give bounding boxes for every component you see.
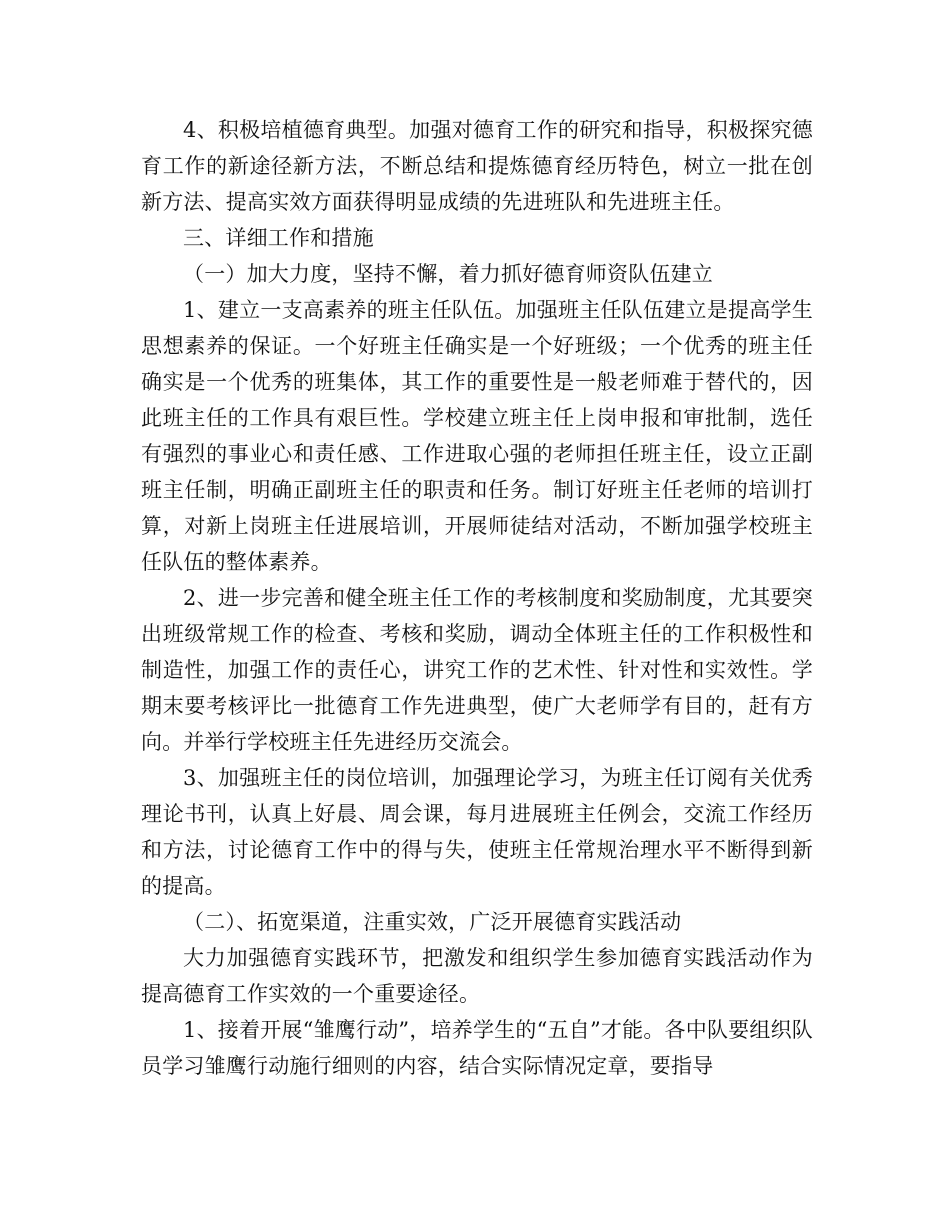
- paragraph-eagle-action: 1、接着开展“雏鹰行动”，培养学生的“五自”才能。各中队要组织队员学习雏鹰行动施行细则的内容，结合实际情况定章，要指导: [141, 1018, 813, 1078]
- paragraph-typical-models: 4、积极培植德育典型。加强对德育工作的研究和指导，积极探究德育工作的新途径新方法，不断总结和提炼德育经历特色，树立一批在创新方法、提高实效方面获得明显成绩的先进班队和先进班主任。: [141, 118, 813, 214]
- paragraph-head-teacher-team: 1、建立一支高素养的班主任队伍。加强班主任队伍建立是提高学生思想素养的保证。一个好班主任确实是一个好班级；一个优秀的班主任确实是一个优秀的班集体，其工作的重要性是一般老师难于替代的，因此班主任的工作具有艰巨性。学校建立班主任上岗申报和审批制，选任有强烈的事业心和责任感、工作进取心强的老师担任班主任，设立正副班主任制，明确正副班主任的职责和任务。制订好班主任老师的培训打算，对新上岗班主任进展培训，开展师徒结对活动，不断加强学校班主任队伍的整体素养。: [141, 298, 813, 574]
- paragraph-assessment-system: 2、进一步完善和健全班主任工作的考核制度和奖励制度，尤其要突出班级常规工作的检查、考核和奖励，调动全体班主任的工作积极性和制造性，加强工作的责任心，讲究工作的艺术性、针对性和实效性。学期末要考核评比一批德育工作先进典型，使广大老师学有目的，赶有方向。并举行学校班主任先进经历交流会。: [141, 586, 813, 754]
- document-body: [141, 112, 813, 1084]
- section-heading-measures: 三、详细工作和措施: [183, 226, 374, 250]
- subheading-teacher-team: （一）加大力度，坚持不懈，着力抓好德育师资队伍建立: [183, 262, 713, 286]
- paragraph-training: 3、加强班主任的岗位培训，加强理论学习，为班主任订阅有关优秀理论书刊，认真上好晨、周会课，每月进展班主任例会，交流工作经历和方法，讨论德育工作中的得与失，使班主任常规治理水平不断得到新的提高。: [141, 766, 813, 898]
- subheading-practice-activities: （二）、拓宽渠道，注重实效，广泛开展德育实践活动: [183, 910, 682, 934]
- paragraph-practice-intro: 大力加强德育实践环节，把激发和组织学生参加德育实践活动作为提高德育工作实效的一个重要途径。: [141, 946, 813, 1006]
